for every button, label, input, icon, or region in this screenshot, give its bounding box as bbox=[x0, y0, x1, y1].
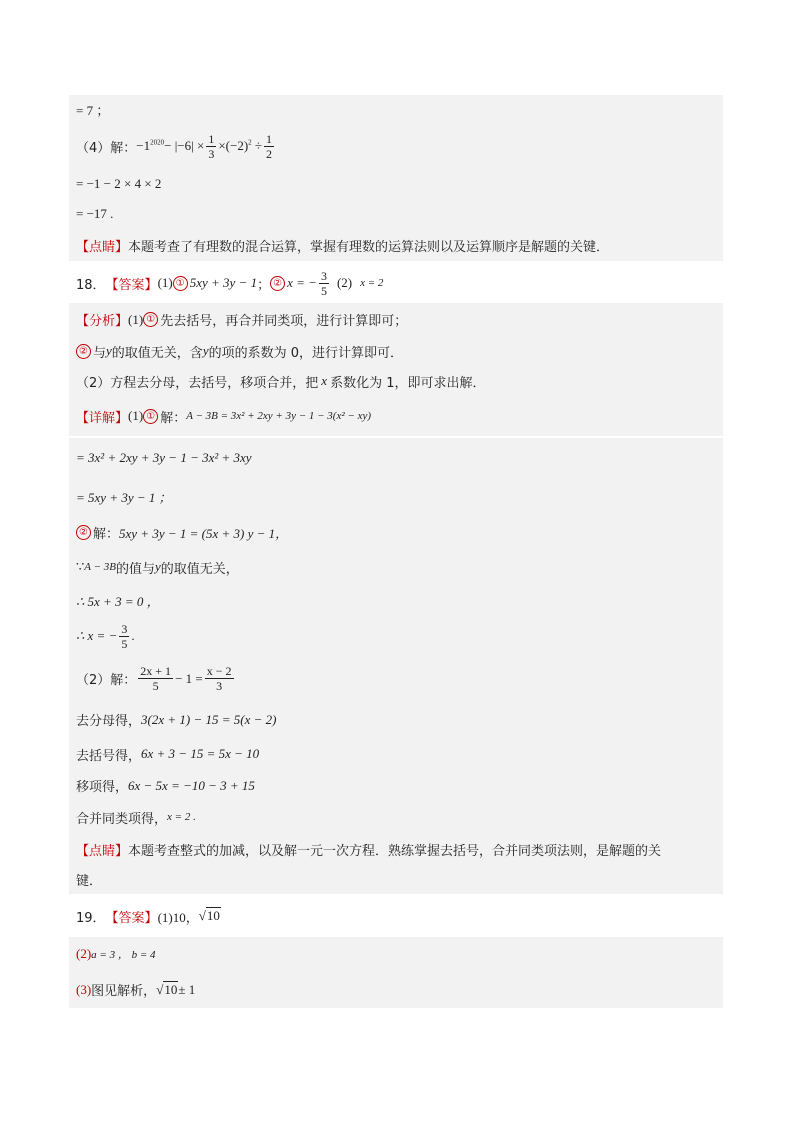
math-text: 5xy + 3y − 1 = (5x + 3) y − 1， bbox=[119, 525, 289, 541]
detail-text: 去括号得， bbox=[76, 748, 142, 764]
math-var: y bbox=[202, 343, 209, 358]
math-text: a = 3 ， b = 4 bbox=[91, 949, 156, 961]
line-q19-part3 bbox=[69, 971, 723, 1008]
fraction-three-fifths: $\frac{3}{5}$ bbox=[320, 268, 327, 298]
line-detail-1 bbox=[69, 396, 723, 436]
line-detail-3 bbox=[69, 478, 723, 514]
detail-text: 解： bbox=[160, 410, 187, 426]
comment-text: 键． bbox=[76, 874, 103, 889]
fraction-2x-plus-1-over-5: $\frac{2x + 1}{5}$ bbox=[140, 664, 172, 693]
line-analysis-1 bbox=[69, 303, 723, 336]
math-text: $\times(-2)^2$ ÷ bbox=[218, 138, 263, 153]
math-symbol: ∵ bbox=[76, 559, 85, 574]
answer-tag: 【答案】 bbox=[105, 277, 158, 293]
part-label: (1) bbox=[128, 311, 144, 327]
circled-one: ① bbox=[173, 276, 188, 291]
math-text: x = − bbox=[287, 275, 317, 290]
part-label: (2) bbox=[76, 946, 92, 961]
question-number: 19． bbox=[76, 910, 106, 926]
math-text: A − 3B bbox=[84, 561, 116, 573]
circled-two: ② bbox=[76, 525, 91, 540]
line-detail-5 bbox=[69, 550, 723, 584]
math-text: A − 3B = 3x² + 2xy + 3y − 1 − 3(x² − xy) bbox=[186, 410, 372, 422]
analysis-text: 先去括号，再合并同类项，进行计算即可； bbox=[160, 314, 408, 329]
math-text: = 7 ； bbox=[76, 103, 110, 118]
circled-two: ② bbox=[270, 276, 285, 291]
math-text: ∴ x = − bbox=[76, 628, 118, 643]
detail-text: 移项得， bbox=[76, 780, 129, 795]
math-text: = −17 . bbox=[76, 206, 114, 221]
math-text: = 3x² + 2xy + 3y − 1 − 3x² + 3xy bbox=[76, 450, 252, 465]
detail-text: 去分母得， bbox=[76, 714, 142, 729]
separator: ； bbox=[257, 277, 271, 293]
line-result bbox=[69, 199, 723, 229]
analysis-text: 的取值无关，含 bbox=[111, 345, 203, 361]
analysis-tag: 【分析】 bbox=[76, 314, 129, 329]
fraction-x-minus-2-over-3: $\frac{x - 2}{3}$ bbox=[206, 664, 232, 693]
line-q18-answer bbox=[69, 265, 723, 301]
circled-one: ① bbox=[143, 409, 158, 424]
answer-tag: 【答案】 bbox=[105, 910, 158, 926]
line-detail-10 bbox=[69, 738, 723, 770]
part-label: (2) bbox=[336, 275, 353, 290]
line-analysis-3 bbox=[69, 366, 723, 396]
detail-text: 合并同类项得， bbox=[76, 811, 168, 827]
math-text: = −1 − 2 × 4 × 2 bbox=[76, 175, 162, 191]
line-detail-2 bbox=[69, 438, 723, 478]
circled-one: ① bbox=[143, 312, 158, 327]
math-var: y bbox=[106, 343, 112, 358]
line-analysis-2 bbox=[69, 336, 723, 366]
line-part4-solution bbox=[69, 124, 723, 168]
math-var: x bbox=[321, 373, 328, 388]
question-number: 18． bbox=[76, 277, 106, 293]
math-text: ∴ 5x + 3 = 0 ， bbox=[76, 593, 160, 609]
line-comment-18 bbox=[69, 833, 723, 865]
comment-text: 本题考查整式的加减，以及解一元一次方程．熟练掌握去括号，合并同类项法则，是解题的关 bbox=[128, 843, 662, 859]
part-label: (1) bbox=[157, 275, 173, 290]
math-var: y bbox=[154, 559, 161, 574]
line-comment-18-cont bbox=[69, 865, 723, 894]
line-detail-7 bbox=[69, 616, 723, 656]
sqrt-10: √10 bbox=[156, 981, 178, 997]
detail-text: 的值与 bbox=[115, 561, 155, 577]
math-text: = 5xy + 3y − 1 ； bbox=[76, 489, 172, 505]
line-eq-7 bbox=[69, 95, 723, 124]
math-text: $-1^{2020}- |-6|$ × bbox=[136, 138, 205, 153]
math-text: 6x + 3 − 15 = 5x − 10 bbox=[141, 746, 260, 761]
line-detail-8 bbox=[69, 656, 723, 701]
math-text: x = 2 . bbox=[167, 811, 196, 823]
detail-text: 的取值无关， bbox=[160, 561, 239, 577]
line-comment-17 bbox=[69, 229, 723, 261]
analysis-text: （2）方程去分母，去括号，移项合并，把 bbox=[76, 375, 319, 391]
line-detail-9 bbox=[69, 701, 723, 738]
line-detail-4 bbox=[69, 514, 723, 550]
fraction-one-third: $\frac{1}{3}$ bbox=[208, 131, 215, 161]
label-text: （4）解： bbox=[76, 140, 137, 156]
line-q19-answer bbox=[69, 898, 723, 934]
fraction-three-fifths: $\frac{3}{5}$ bbox=[121, 621, 128, 651]
line-detail-12 bbox=[69, 801, 723, 833]
answer-text: 图见解析， bbox=[91, 984, 157, 999]
comment-tag: 【点睛】 bbox=[76, 239, 129, 255]
math-text: 5xy + 3y − 1 bbox=[189, 275, 258, 290]
line-q19-part2 bbox=[69, 937, 723, 971]
line-detail-11 bbox=[69, 770, 723, 801]
sqrt-10: √10 bbox=[198, 908, 220, 923]
analysis-text: 系数化为 1，即可求出解． bbox=[330, 375, 486, 391]
math-text: − 1 = bbox=[175, 670, 203, 686]
analysis-text: 与 bbox=[93, 345, 107, 361]
answer-text: (1)10， bbox=[157, 909, 199, 925]
detail-tag: 【详解】 bbox=[76, 410, 129, 426]
math-text: 3(2x + 1) − 15 = 5(x − 2) bbox=[141, 711, 277, 727]
part-label: (3) bbox=[76, 981, 92, 997]
math-text: ± 1 bbox=[178, 981, 196, 997]
math-text: x = 2 bbox=[360, 277, 384, 289]
line-calc-step bbox=[69, 168, 723, 199]
analysis-text: 的项的系数为 0，进行计算即可． bbox=[208, 345, 403, 361]
comment-tag: 【点睛】 bbox=[76, 843, 129, 859]
circled-two: ② bbox=[76, 344, 91, 359]
comment-text: 本题考查了有理数的混合运算，掌握有理数的运算法则以及运算顺序是解题的关键． bbox=[128, 239, 610, 255]
line-detail-6 bbox=[69, 584, 723, 616]
fraction-one-half: $\frac{1}{2}$ bbox=[266, 131, 273, 161]
detail-text: （2）解： bbox=[76, 673, 137, 688]
part-label: (1) bbox=[128, 408, 144, 423]
math-text: . bbox=[131, 628, 135, 643]
math-text: 6x − 5x = −10 − 3 + 15 bbox=[128, 777, 255, 793]
detail-text: 解： bbox=[93, 526, 120, 542]
